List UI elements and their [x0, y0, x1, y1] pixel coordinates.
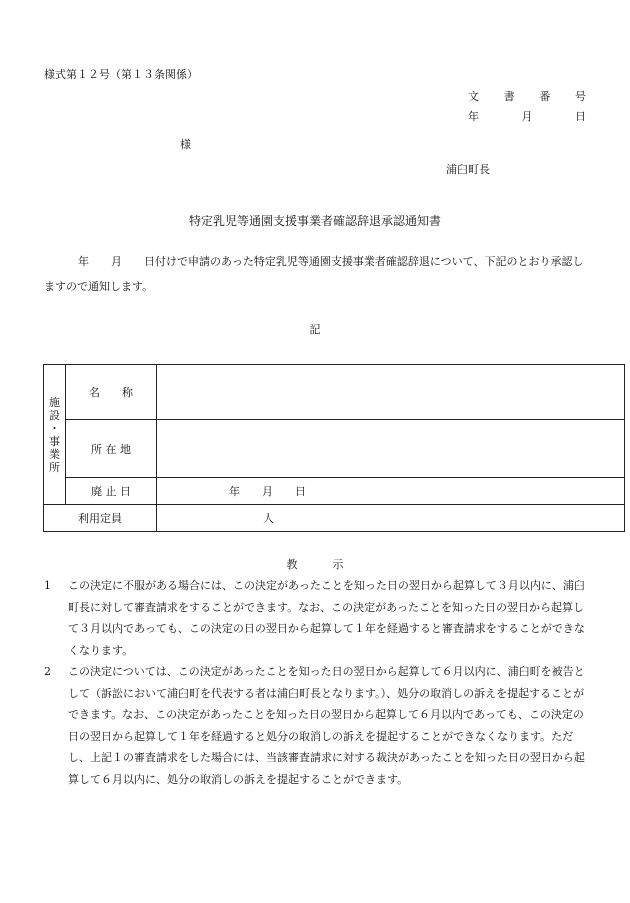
group-label-char: ・ [49, 421, 60, 435]
date-year-char: 年 [468, 110, 479, 123]
doc-number-char: 番 [539, 90, 551, 103]
heading-char: 示 [332, 558, 344, 571]
instruction-text: この決定に不服がある場合には、この決定があったことを知った日の翌日から起算して３月以内に、浦臼町長に対して審査請求をすることができます。なお、この決定があったことを知った日の翌日から起算して３月以内であっても、この決定の日の翌日から起算して１年を経過すると審査請求をすることができなくなります。 [68, 579, 585, 657]
document-number-field [468, 88, 586, 104]
address-value-cell[interactable] [157, 420, 625, 478]
table-row-capacity [44, 505, 625, 532]
instruction-number: 1 [44, 579, 51, 592]
capacity-value[interactable]: 人 [157, 505, 625, 532]
group-label-char: 設 [49, 408, 60, 422]
capacity-label: 利用定員 [44, 505, 157, 532]
recipient-suffix: 様 [180, 138, 191, 151]
instructions-heading [0, 556, 630, 572]
form-number: 様式第１２号（第１３条関係） [44, 68, 198, 81]
doc-number-char: 書 [503, 90, 515, 103]
issue-date-field [468, 108, 586, 124]
name-value-cell[interactable] [157, 365, 625, 420]
doc-number-char: 号 [574, 90, 586, 103]
heading-char: 教 [286, 558, 298, 571]
abolition-date-label: 廃 止 日 [66, 478, 157, 505]
instruction-item [44, 661, 594, 790]
body-paragraph [44, 249, 590, 299]
group-label-char: 業 [49, 447, 60, 461]
facility-info-table [43, 364, 625, 532]
abolition-date-value[interactable]: 年 月 日 [157, 478, 625, 505]
facility-group-label [44, 365, 66, 505]
name-label: 名 称 [66, 365, 157, 420]
instruction-number: 2 [44, 665, 51, 678]
doc-number-char: 文 [468, 90, 479, 103]
table-row-abolition [44, 478, 625, 505]
instructions-list [44, 575, 594, 790]
address-label: 所 在 地 [66, 420, 157, 478]
instruction-item [44, 575, 594, 661]
group-label-char: 施 [49, 395, 60, 409]
table-row-name [44, 365, 625, 420]
document-title: 特定乳児等通園支援事業者確認辞退承認通知書 [188, 214, 441, 228]
date-month-char: 月 [521, 110, 533, 123]
instruction-text: この決定については、この決定があったことを知った日の翌日から起算して６月以内に、浦臼町を被告として（訴訟において浦臼町を代表する者は浦臼町長となります。）、処分の取消しの訴えを提起することができます。なお、この決定があったことを知った日の翌日から起算して６月以内であっても、この決定の日の翌日から起算して１年を経過すると処分の取消しの訴えを提起することができなくなります。ただし、上記１の審査請求をした場合には、当該審査請求に対する裁決があったことを知った日の翌日から起算して６月以内に、処分の取消しの訴えを提起することができます。 [68, 665, 585, 786]
group-label-char: 所 [49, 460, 60, 474]
date-day-char: 日 [575, 110, 586, 123]
group-label-char: 事 [49, 434, 60, 448]
body-text: 年 月 日付けで申請のあった特定乳児等通園支援事業者確認辞退について、下記のとおり承認しますので通知します。 [44, 255, 584, 293]
ki-heading: 記 [309, 323, 321, 336]
table-row-address [44, 420, 625, 478]
sender-name: 浦臼町長 [446, 163, 490, 176]
